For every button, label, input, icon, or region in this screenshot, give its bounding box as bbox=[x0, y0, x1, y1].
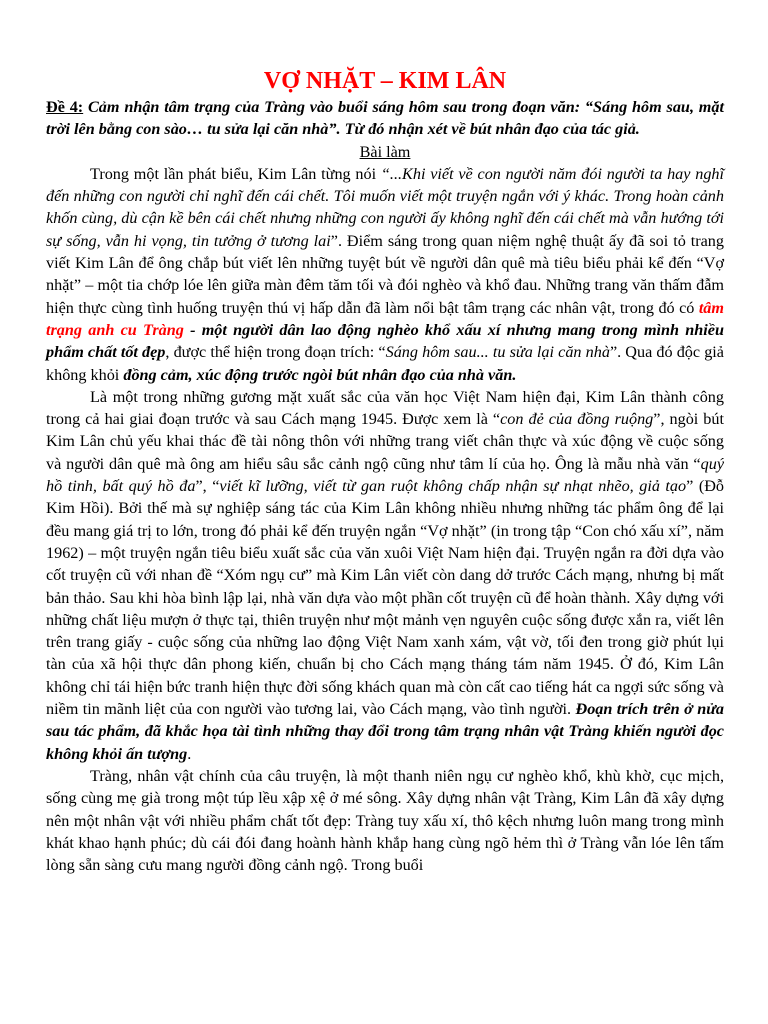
text-run: Tràng, nhân vật chính của câu truyện, là một thanh niên ngụ cư nghèo khổ, khù khờ, cục mịch, sống cùng mẹ già trong một túp lều xập xệ ở mé sông. Xây dựng nhân vật Tràng, Kim Lân đã xây dựng nên một nhân vật với nhiều phẩm chất tốt đẹp: Tràng tuy xấu xí, thô kệch nhưng luôn mang trong mình khát khao hạnh phúc; dù cái đói đang hoành hành khắp hang cùng ngõ hẻm thì ở Tràng vẫn lóe lên tấm lòng sẵn sàng cưu mang người đồng cảnh ngộ. Trong buổi bbox=[46, 766, 724, 875]
paragraph-3 bbox=[46, 765, 724, 876]
document-page bbox=[46, 66, 724, 876]
text-run: ” (Đỗ Kim Hồi). Bởi thế mà sự nghiệp sáng tác của Kim Lân không nhiều nhưng những tác phẩm ông để lại đều mang giá trị to lớn, trong đó phải kể đến truyện ngắn “Vợ nhặt” (in trong tập “Con chó xấu xí”, năm 1962) – một truyện ngắn tiêu biểu xuất sắc của văn xuôi Việt Nam hiện đại. Truyện ngắn ra đời dựa vào cốt truyện cũ với nhan đề “Xóm ngụ cư” mà Kim Lân viết còn dang dở trước Cách mạng, nhưng bị mất bản thảo. Sau khi hòa bình lập lại, nhà văn dựa vào một phần cốt truyện cũ để hoàn thành. Xây dựng với những chất liệu mượn ở thực tại, thiên truyện như một mảnh vẹn nguyên cuộc sống được xắn ra, viết lên trên trang giấy - cuộc sống của những lao động Việt Nam xanh xám, vật vờ, tối đen trong giờ phút lụi tàn của xã hội thực dân phong kiến, chuẩn bị cho Cách mạng tháng tám năm 1945. Ở đó, Kim Lân không chỉ tái hiện bức tranh hiện thực đời sống khách quan mà còn cất cao tiếng hát ca ngợi sức sống và niềm tin mãnh liệt của con người vào tương lai, vào Cách mạng, vào tình người. bbox=[46, 477, 725, 719]
emphasis-run: - một người dân lao động nghèo khổ xấu xí nhưng mang trong mình nhiều phẩm chất tốt đẹp bbox=[46, 320, 724, 362]
text-run: ”, ngòi bút Kim Lân chủ yếu khai thác đề tài nông thôn với những trang viết chân thực và xúc động về cuộc sống và người dân quê mà ông am hiểu sâu sắc cảnh ngộ cũng như tâm lí của họ. Ông là mẫu nhà văn “ bbox=[46, 410, 724, 473]
essay-question bbox=[46, 96, 724, 141]
quote-run: con đẻ của đồng ruộng bbox=[500, 410, 654, 429]
emphasis-run: Đoạn trích trên ở nửa sau tác phẩm, đã khắc họa tài tình những thay đổi trong tâm trạng nhân vật Tràng khiến người đọc không khỏi ấn tượng bbox=[46, 700, 724, 763]
quote-run: quý hồ tinh, bất quý hồ đa bbox=[46, 454, 724, 496]
answer-heading: Bài làm bbox=[359, 142, 411, 161]
text-run: Là một trong những gương mặt xuất sắc của văn học Việt Nam hiện đại, Kim Lân thành công trong cả hai giai đoạn trước và sau Cách mạng 1945. Được xem là “ bbox=[46, 387, 724, 429]
text-run: ”. Điểm sáng trong quan niệm nghệ thuật ấy đã soi tỏ trang viết Kim Lân để ông chắp bút viết lên những tuyệt bút về người dân quê mà tiêu biểu phải kể đến “Vợ nhặt” – một tia chớp lóe lên giữa màn đêm tăm tối và đói nghèo và khổ đau. Những trang văn thấm đẫm hiện thực cùng tình huống truyện thú vị hấp dẫn đã làm nổi bật tâm trạng các nhân vật, trong đó có bbox=[46, 231, 724, 317]
quote-run: “...Khi viết về con người năm đói người ta hay nghĩ đến những con người chỉ nghĩ đến cái chết. Tôi muốn viết một truyện ngắn với ý khác. Trong hoàn cảnh khốn cùng, dù cận kề bên cái chết nhưng những con người ấy không nghĩ đến cái chết mà vẫn hướng tới sự sống, vẫn hi vọng, tin tưởng ở tương lai bbox=[46, 164, 725, 250]
quote-run: Sáng hôm sau... tu sửa lại căn nhà bbox=[385, 343, 610, 362]
paragraph-2 bbox=[46, 386, 724, 765]
quote-run: viết kĩ lưỡng, viết từ gan ruột không chấp nhận sự nhạt nhẽo, giả tạo bbox=[219, 477, 687, 496]
text-run: ”, “ bbox=[195, 477, 220, 496]
text-run: Trong một lần phát biểu, Kim Lân từng nói bbox=[90, 164, 381, 183]
highlight-run: tâm trạng anh cu Tràng bbox=[46, 298, 724, 339]
document-title: VỢ NHẶT – KIM LÂN bbox=[263, 68, 507, 94]
question-text: Cảm nhận tâm trạng của Tràng vào buổi sáng hôm sau trong đoạn văn: “Sáng hôm sau, mặt trời lên bằng con sào… tu sửa lại căn nhà”. Từ đó nhận xét về bút nhân đạo của tác giả. bbox=[46, 98, 724, 139]
text-run: , được thể hiện trong đoạn trích: “ bbox=[165, 343, 386, 362]
emphasis-run: đồng cảm, xúc động trước ngòi bút nhân đạo của nhà văn. bbox=[123, 365, 517, 384]
text-run: ”. Qua đó độc giả không khỏi bbox=[46, 343, 724, 384]
text-run: . bbox=[187, 744, 192, 763]
paragraph-1 bbox=[46, 163, 724, 386]
question-label: Đề 4: bbox=[46, 98, 84, 116]
